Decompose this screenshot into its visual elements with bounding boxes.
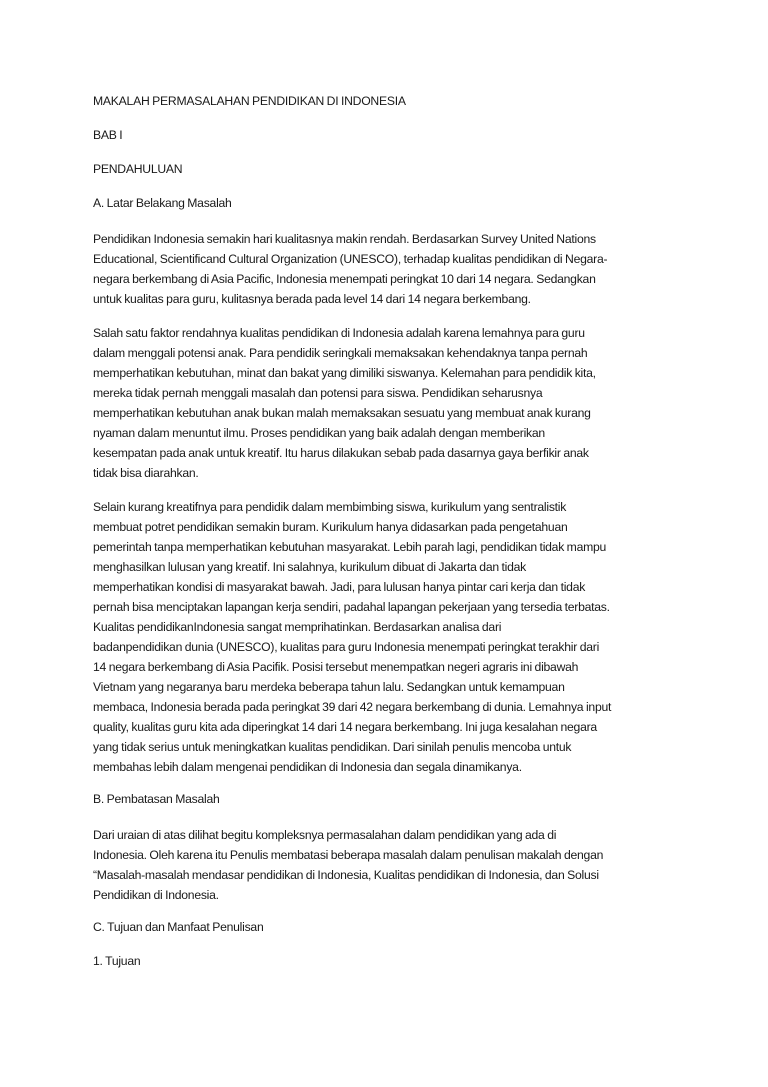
- text-line: Vietnam yang negaranya baru merdeka beberapa tahun lalu. Sedangkan untuk kemampuan: [93, 680, 565, 694]
- section-a-paragraph-3: [93, 497, 679, 777]
- section-a-paragraph-2: [93, 323, 679, 483]
- chapter-title: PENDAHULUAN: [93, 162, 183, 176]
- text-line: kesempatan pada anak untuk kreatif. Itu harus dilakukan sebab pada dasarnya gaya berfikir anak: [93, 446, 589, 460]
- text-line: Pendidikan Indonesia semakin hari kualitasnya makin rendah. Berdasarkan Survey United Nations: [93, 232, 596, 246]
- text-line: quality, kualitas guru kita ada diperingkat 14 dari 14 negara berkembang. Ini juga kesalahan negara: [93, 720, 597, 734]
- text-line: negara berkembang di Asia Pacific, Indonesia menempati peringkat 10 dari 14 negara. Sedangkan: [93, 272, 596, 286]
- text-line: Dari uraian di atas dilihat begitu kompleksnya permasalahan dalam pendidikan yang ada di: [93, 828, 557, 842]
- text-line: Educational, Scientificand Cultural Organization (UNESCO), terhadap kualitas pendidikan di Negara-: [93, 252, 608, 266]
- text-line: nyaman dalam menuntut ilmu. Proses pendidikan yang baik adalah dengan memberikan: [93, 426, 545, 440]
- section-a-heading: A. Latar Belakang Masalah: [93, 196, 232, 210]
- text-line: yang tidak serius untuk meningkatkan kualitas pendidikan. Dari sinilah penulis mencoba untuk: [93, 740, 572, 754]
- text-line: Pendidikan di Indonesia.: [93, 888, 219, 902]
- text-line: Salah satu faktor rendahnya kualitas pendidikan di Indonesia adalah karena lemahnya para guru: [93, 326, 585, 340]
- text-line: pernah bisa menciptakan lapangan kerja sendiri, padahal lapangan pekerjaan yang tersedia terbatas.: [93, 600, 610, 614]
- text-line: memperhatikan kebutuhan anak bukan malah memaksakan sesuatu yang membuat anak kurang: [93, 406, 591, 420]
- text-line: dalam menggali potensi anak. Para pendidik seringkali memaksakan kehendaknya tanpa pernah: [93, 346, 588, 360]
- section-c-subheading: 1. Tujuan: [93, 954, 141, 968]
- text-line: membaca, Indonesia berada pada peringkat 39 dari 42 negara berkembang di dunia. Lemahnya input: [93, 700, 612, 714]
- section-b-paragraph-1: [93, 825, 679, 905]
- section-b-heading: B. Pembatasan Masalah: [93, 792, 220, 806]
- document-body: [93, 93, 679, 987]
- text-line: membuat potret pendidikan semakin buram. Kurikulum hanya didasarkan pada pengetahuan: [93, 520, 568, 534]
- text-line: “Masalah-masalah mendasar pendidikan di Indonesia, Kualitas pendidikan di Indonesia, dan Solusi: [93, 868, 599, 882]
- section-a-paragraph-1: [93, 229, 679, 309]
- text-line: badanpendidikan dunia (UNESCO), kualitas para guru Indonesia menempati peringkat terakhir dari: [93, 640, 600, 654]
- text-line: Indonesia. Oleh karena itu Penulis membatasi beberapa masalah dalam penulisan makalah dengan: [93, 848, 604, 862]
- text-line: menghasilkan lulusan yang kreatif. Ini salahnya, kurikulum dibuat di Jakarta dan tidak: [93, 560, 527, 574]
- text-line: Selain kurang kreatifnya para pendidik dalam membimbing siswa, kurikulum yang sentralistik: [93, 500, 567, 514]
- text-line: mereka tidak pernah menggali masalah dan potensi para siswa. Pendidikan seharusnya: [93, 386, 543, 400]
- chapter-label: BAB I: [93, 128, 123, 142]
- text-line: memperhatikan kebutuhan, minat dan bakat yang dimiliki siswanya. Kelemahan para pendidik kita,: [93, 366, 596, 380]
- text-line: Kualitas pendidikanIndonesia sangat memprihatinkan. Berdasarkan analisa dari: [93, 620, 502, 634]
- text-line: memperhatikan kondisi di masyarakat bawah. Jadi, para lulusan hanya pintar cari kerja dan tidak: [93, 580, 586, 594]
- text-line: untuk kualitas para guru, kulitasnya berada pada level 14 dari 14 negara berkembang.: [93, 292, 531, 306]
- section-c-heading: C. Tujuan dan Manfaat Penulisan: [93, 920, 264, 934]
- document-title: MAKALAH PERMASALAHAN PENDIDIKAN DI INDONESIA: [93, 94, 406, 108]
- text-line: tidak bisa diarahkan.: [93, 466, 199, 480]
- text-line: pemerintah tanpa memperhatikan kebutuhan masyarakat. Lebih parah lagi, pendidikan tidak mampu: [93, 540, 607, 554]
- text-line: membahas lebih dalam mengenai pendidikan di Indonesia dan segala dinamikanya.: [93, 760, 522, 774]
- text-line: 14 negara berkembang di Asia Pacifik. Posisi tersebut menempatkan negeri agraris ini dibawah: [93, 660, 579, 674]
